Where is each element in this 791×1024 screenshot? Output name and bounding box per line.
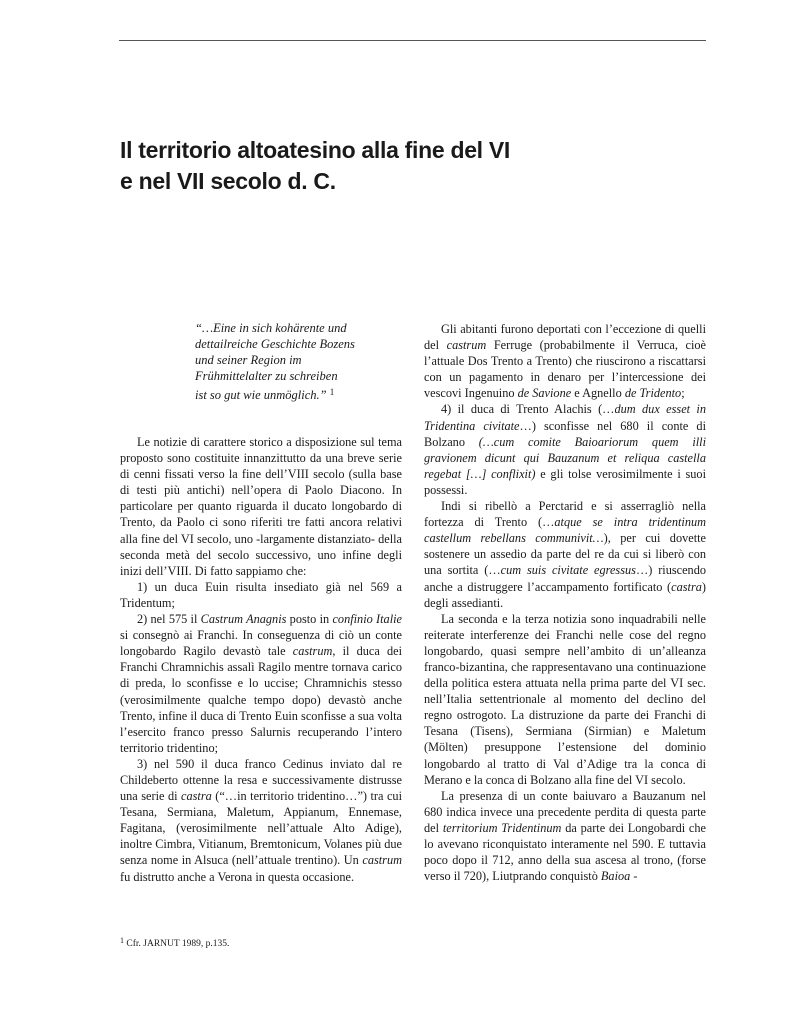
latin-term: castra xyxy=(671,579,702,594)
epigraph-last-text: ist so gut wie unmöglich.” xyxy=(195,388,327,402)
epigraph-line: Frühmittelalter zu schreiben xyxy=(195,369,338,383)
header-rule xyxy=(119,40,706,41)
paragraph: Le notizie di carattere storico a disposizione sul tema proposto sono costituite innanzittutto da una breve serie di cenni fissati verso la fine dell’VIII secolo (sulla base di testi più antichi) nell’opera di Paolo Diacono. In particolare per quanto riguarda il ducato longobardo di Trento, da Paolo ci sono riferiti tre fatti ancora relativi alla fine del VI secolo, uno -largamente distanziato- della seconda metà del secolo successivo, uno infine degli inizi dell’VIII. Di fatto sappiamo che: xyxy=(120,435,402,578)
latin-term: castrum xyxy=(292,644,333,659)
title-line: e nel VII secolo d. C. xyxy=(120,168,336,194)
footnote-text: Cfr. JARNUT 1989, p.135. xyxy=(126,939,230,949)
left-column xyxy=(120,434,402,885)
latin-term: de Tridento xyxy=(624,386,682,401)
epigraph-line: dettailreiche Geschichte Bozens xyxy=(195,337,355,351)
paragraph: 4) il duca di Trento Alachis (…dum dux esset in Tridentina civitate…) sconfisse nel 680 il conte di Bolzano (…cum comite Baioariorum quem illi gravionem dicunt qui Bauzanum et reliqua castella regebat […] conflixit) e gli tolse verosimilmente i suoi possessi. xyxy=(424,402,706,497)
footnote-mark: 1 xyxy=(120,936,124,945)
paragraph: 3) nel 590 il duca franco Cedinus inviato dal re Childeberto ottenne la resa e successivamente distrusse una serie di castra (“…in territorio tridentino…”) tra cui Tesana, Sermiana, Maletum, Appianum, Ennemase, Fagitana, (verosimilmente nell’attuale Alto Adige), inoltre Cimbra, Vitianum, Bremtonicum, Volanes più due senza nome in Alsuca (nell’attuale trentino). Un castrum fu distrutto anche a Verona in questa occasione. xyxy=(120,756,402,884)
footnote xyxy=(120,935,229,950)
epigraph-line: und seiner Region im xyxy=(195,353,302,367)
paragraph: Indi si ribellò a Perctarid e si asserragliò nella fortezza di Trento (…atque se intra tridentinum castellum rebellans communivit…), per cui dovette sostenere un assedio da parte del re da cui si liberò con una sortita (…cum suis civitate egressus…) riuscendo anche a distruggere l’accampamento fortificato (castra) degli assedianti. xyxy=(424,499,706,610)
latin-term: castrum xyxy=(362,853,402,868)
title-line: Il territorio altoatesino alla fine del VI xyxy=(120,137,510,163)
paragraph: La presenza di un conte baiuvaro a Bauzanum nel 680 indica invece una precedente perdita di questa parte del territorium Tridentinum da parte dei Longobardi che lo avevano riconquistato interamente nel 590. E tuttavia poco dopo il 712, anno della sua ascesa al trono, (forse verso il 720), Liutprando conquistò Baioa - xyxy=(424,788,707,884)
latin-quote: dum dux esset in Tridentina civitate xyxy=(424,402,706,433)
epigraph-line xyxy=(195,384,400,403)
latin-term: de Savione xyxy=(517,386,572,401)
latin-quote: cum suis civitate egressus xyxy=(500,563,636,578)
latin-term: castra xyxy=(181,789,212,804)
latin-term: Castrum Anagnis xyxy=(200,612,287,627)
latin-term: confinio Italie xyxy=(332,612,403,627)
right-column xyxy=(424,321,706,884)
latin-quote: (…cum comite Baioariorum quem illi gravionem dicunt qui Bauzanum et reliqua castella regebat […] conflixit) xyxy=(424,434,706,481)
paragraph: Gli abitanti furono deportati con l’eccezione di quelli del castrum Ferruge (probabilmente il Verruca, cioè l’attuale Dos Trento a Trento) che riuscirono a riscattarsi con un pagamento in denaro per l’intercessione dei vescovi Ingenuino de Savione e Agnello de Tridento; xyxy=(424,322,706,401)
latin-term: castrum xyxy=(446,338,487,353)
latin-term: territorium Tridentinum xyxy=(442,820,562,835)
footnote-reference[interactable]: 1 xyxy=(329,387,335,397)
paragraph: La seconda e la terza notizia sono inquadrabili nelle reiterate interferenze dei Franchi nelle cose del regno longobardo, quasi sempre nell’ambito di un’alleanza franco-bizantina, che rappresentavano una continuazione della politica estera attuata nella prima parte del VI sec. nell’Italia settentrionale al momento del declino del regno ostrogoto. La distruzione da parte dei Franchi di Tesana (Tisens), Sermiana (Sirmian) e Maletum (Mölten) presuppone l’estensione del dominio longobardo al tratto di Val d’Adige tra la conca di Merano e la conca di Bolzano alla fine del VI secolo. xyxy=(424,611,706,787)
paragraph: 2) nel 575 il Castrum Anagnis posto in confinio Italie si consegnò ai Franchi. In conseguenza di ciò un conte longobardo Ragilo devastò tale castrum, il duca dei Franchi Chramnichis assalì Ragilo mentre tornava carico di preda, lo sconfisse e lo uccise; Chramnichis stesso (verosimilmente qualche tempo dopo) devastò anche Trento, infine il duca di Trento Euin sconfisse a sua volta l’esercito franco presso Salurnis recuperando l’intero territorio tridentino; xyxy=(120,612,403,755)
latin-term: Baioa - xyxy=(600,869,638,884)
chapter-title xyxy=(120,135,510,197)
epigraph-line: “…Eine in sich kohärente und xyxy=(195,321,347,335)
latin-quote: atque se intra tridentinum castellum rebellans communivit… xyxy=(424,515,706,546)
epigraph xyxy=(195,320,400,403)
paragraph: 1) un duca Euin risulta insediato già nel 569 a Tridentum; xyxy=(120,579,402,610)
